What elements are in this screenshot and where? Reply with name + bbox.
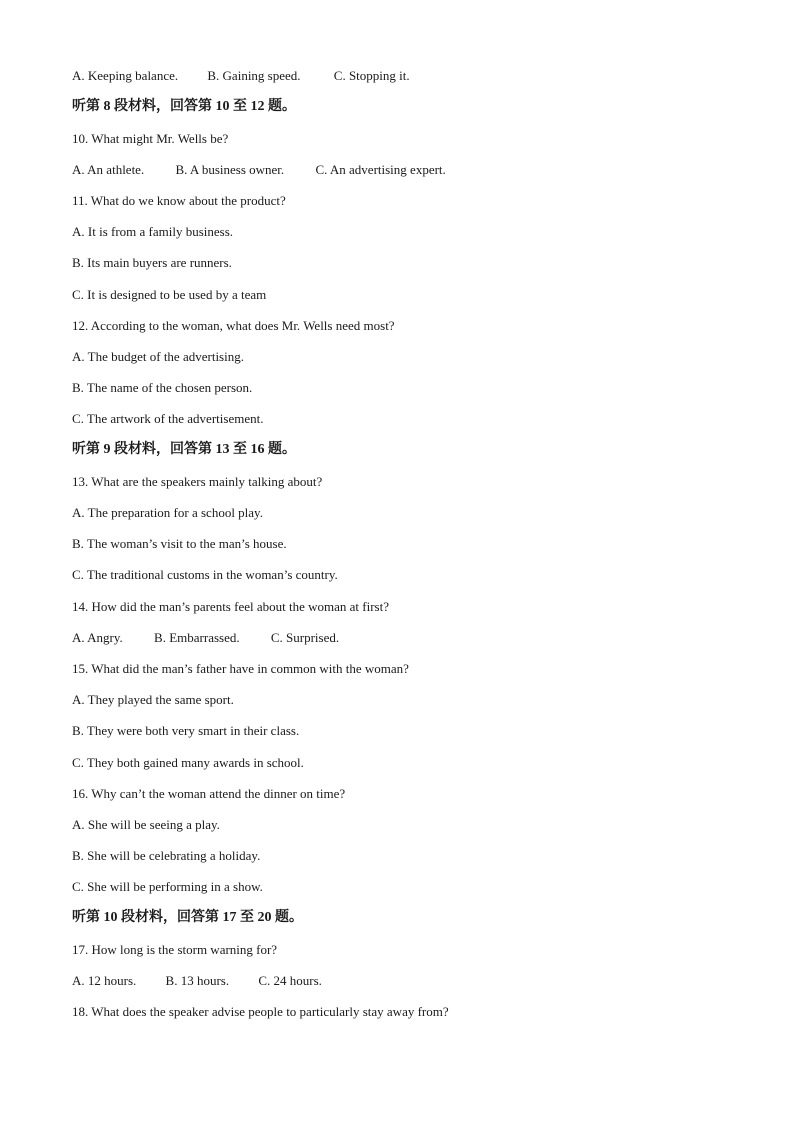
section-9-heading: 听第 9 段材料，回答第 13 至 16 题。 bbox=[72, 442, 296, 457]
q10-question: 10. What might Mr. Wells be? bbox=[72, 131, 229, 146]
q13-option-c: C. The traditional customs in the woman’s country. bbox=[72, 567, 338, 582]
q9-option-b: B. Gaining speed. bbox=[207, 68, 301, 83]
q17-options bbox=[72, 973, 322, 989]
q14-option-a: A. Angry. bbox=[72, 630, 123, 645]
q17-option-a: A. 12 hours. bbox=[72, 973, 137, 988]
q11-option-a: A. It is from a family business. bbox=[72, 224, 234, 239]
q14-option-c: C. Surprised. bbox=[270, 630, 340, 645]
q16-option-c: C. She will be performing in a show. bbox=[72, 879, 263, 894]
q11-question: 11. What do we know about the product? bbox=[72, 193, 286, 208]
q12-question: 12. According to the woman, what does Mr. Wells need most? bbox=[72, 318, 395, 333]
section-8-heading: 听第 8 段材料，回答第 10 至 12 题。 bbox=[72, 99, 296, 114]
q15-option-c: C. They both gained many awards in school. bbox=[72, 755, 304, 770]
q9-option-c: C. Stopping it. bbox=[333, 68, 410, 83]
q16-option-b: B. She will be celebrating a holiday. bbox=[72, 848, 261, 863]
q12-option-b: B. The name of the chosen person. bbox=[72, 380, 253, 395]
q11-option-c: C. It is designed to be used by a team bbox=[72, 287, 267, 302]
q13-question: 13. What are the speakers mainly talking about? bbox=[72, 474, 323, 489]
q10-option-a: A. An athlete. bbox=[72, 162, 145, 177]
q9-options bbox=[72, 68, 410, 84]
q11-option-b: B. Its main buyers are runners. bbox=[72, 255, 232, 270]
q15-option-a: A. They played the same sport. bbox=[72, 692, 234, 707]
q17-question: 17. How long is the storm warning for? bbox=[72, 942, 278, 957]
q10-options bbox=[72, 162, 446, 178]
q10-option-b: B. A business owner. bbox=[175, 162, 285, 177]
q18-question: 18. What does the speaker advise people to particularly stay away from? bbox=[72, 1004, 449, 1019]
q17-option-b: B. 13 hours. bbox=[165, 973, 230, 988]
q14-option-b: B. Embarrassed. bbox=[154, 630, 240, 645]
q14-question: 14. How did the man’s parents feel about the woman at first? bbox=[72, 599, 389, 614]
q10-option-c: C. An advertising expert. bbox=[315, 162, 446, 177]
q16-question: 16. Why can’t the woman attend the dinner on time? bbox=[72, 786, 346, 801]
q17-option-c: C. 24 hours. bbox=[258, 973, 322, 988]
q15-option-b: B. They were both very smart in their class. bbox=[72, 723, 300, 738]
q13-option-a: A. The preparation for a school play. bbox=[72, 505, 263, 520]
q13-option-b: B. The woman’s visit to the man’s house. bbox=[72, 536, 287, 551]
section-10-heading: 听第 10 段材料，回答第 17 至 20 题。 bbox=[72, 910, 303, 925]
q14-options bbox=[72, 630, 339, 646]
q9-option-a: A. Keeping balance. bbox=[72, 68, 179, 83]
q16-option-a: A. She will be seeing a play. bbox=[72, 817, 220, 832]
q12-option-a: A. The budget of the advertising. bbox=[72, 349, 244, 364]
q12-option-c: C. The artwork of the advertisement. bbox=[72, 411, 264, 426]
q15-question: 15. What did the man’s father have in common with the woman? bbox=[72, 661, 409, 676]
